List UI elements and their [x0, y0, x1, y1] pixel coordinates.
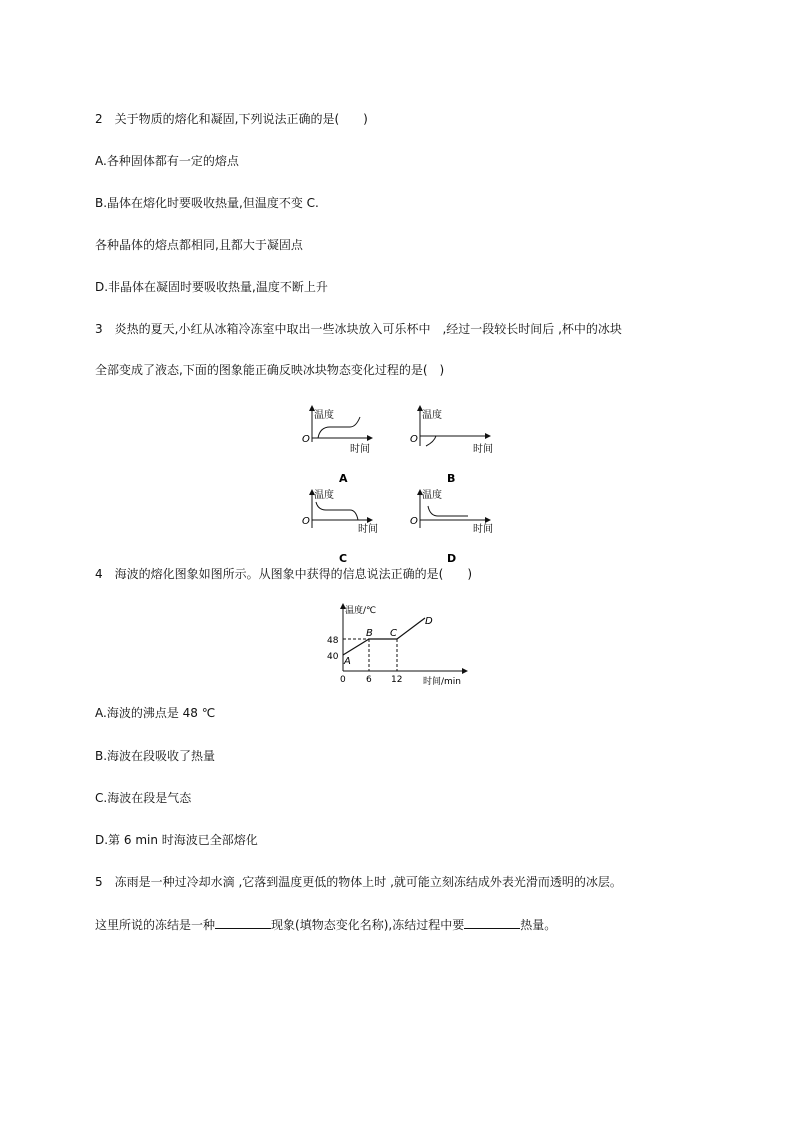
q4-y-tick-48: 48	[327, 636, 339, 646]
q3-graph-a-label: A	[339, 472, 348, 485]
q2-option-b: B.晶体在熔化时要吸收热量,但温度不变 C.	[95, 196, 319, 210]
q5-line2-part2: 现象(填物态变化名称),冻结过程中要	[271, 918, 465, 932]
q3-graph-b-label: B	[447, 472, 456, 485]
q5-line2-part1: 这里所说的冻结是一种	[95, 918, 216, 932]
q4-point-b: B	[366, 628, 373, 639]
q4-x-tick-0: 0	[340, 675, 346, 685]
q3-graph-c-y-label: 温度	[314, 490, 334, 501]
q3-stem-line2: 全部变成了液态,下面的图象能正确反映冰块物态变化过程的是( )	[95, 363, 445, 377]
q4-y-tick-40: 40	[327, 652, 339, 662]
q4-x-tick-12: 12	[391, 675, 403, 685]
q4-y-axis-label: 温度/℃	[345, 606, 377, 616]
q5-blank-2[interactable]	[464, 916, 520, 929]
q3-graph-c	[302, 488, 378, 564]
q2-option-c: 各种晶体的熔点都相同,且都大于凝固点	[95, 238, 303, 252]
q4-melting-curve	[343, 618, 425, 655]
q3-graph-a	[302, 406, 372, 485]
q2-stem: 2 关于物质的熔化和凝固,下列说法正确的是( )	[95, 112, 368, 126]
q3-graph-d-x-label: 时间	[473, 524, 493, 535]
q4-option-b: B.海波在段吸收了热量	[95, 749, 216, 763]
q4-x-axis-label: 时间/min	[423, 677, 462, 687]
q3-stem-line1: 3 炎热的夏天,小红从冰箱冷冻室中取出一些冰块放入可乐杯中 ,经过一段较长时间后 ,杯中的冰块	[95, 322, 622, 336]
q3-graph-a-origin: O	[302, 434, 310, 445]
q3-graph-c-x-label: 时间	[358, 524, 378, 535]
q4-point-d: D	[425, 616, 433, 627]
q5-line2	[95, 916, 556, 933]
q3-graph-d-origin: O	[410, 516, 418, 527]
q3-graph-d	[410, 488, 493, 564]
q4-x-tick-6: 6	[366, 675, 372, 685]
q3-graph-b-y-label: 温度	[422, 410, 442, 421]
q4-option-c: C.海波在段是气态	[95, 791, 192, 805]
q5-line2-part3: 热量。	[520, 918, 557, 932]
q4-point-a: A	[344, 656, 351, 667]
q4-point-c: C	[390, 628, 397, 639]
q4-option-a: A.海波的沸点是 48 ℃	[95, 706, 216, 720]
q3-graph-d-label: D	[447, 552, 457, 564]
q2-option-a: A.各种固体都有一定的熔点	[95, 154, 239, 168]
q4-option-d: D.第 6 min 时海波已全部熔化	[95, 833, 258, 847]
q3-graph-b-origin: O	[410, 434, 418, 445]
q4-graph-figure	[325, 598, 475, 688]
q3-graph-a-y-label: 温度	[314, 410, 334, 421]
q3-graph-b	[410, 406, 493, 485]
q3-graph-c-label: C	[339, 552, 348, 564]
q5-line1: 5 冻雨是一种过冷却水滴 ,它落到温度更低的物体上时 ,就可能立刻冻结成外表光滑而透明的冰层。	[95, 875, 622, 889]
q3-graph-a-x-label: 时间	[350, 444, 370, 455]
q5-blank-1[interactable]	[215, 916, 271, 929]
q3-graph-d-y-label: 温度	[422, 490, 442, 501]
q3-graph-b-x-label: 时间	[473, 444, 493, 455]
q3-graph-c-origin: O	[302, 516, 310, 527]
q3-graphs-figure	[290, 402, 510, 564]
q4-stem: 4 海波的熔化图象如图所示。从图象中获得的信息说法正确的是( )	[95, 567, 473, 581]
q2-option-d: D.非晶体在凝固时要吸收热量,温度不断上升	[95, 280, 328, 294]
